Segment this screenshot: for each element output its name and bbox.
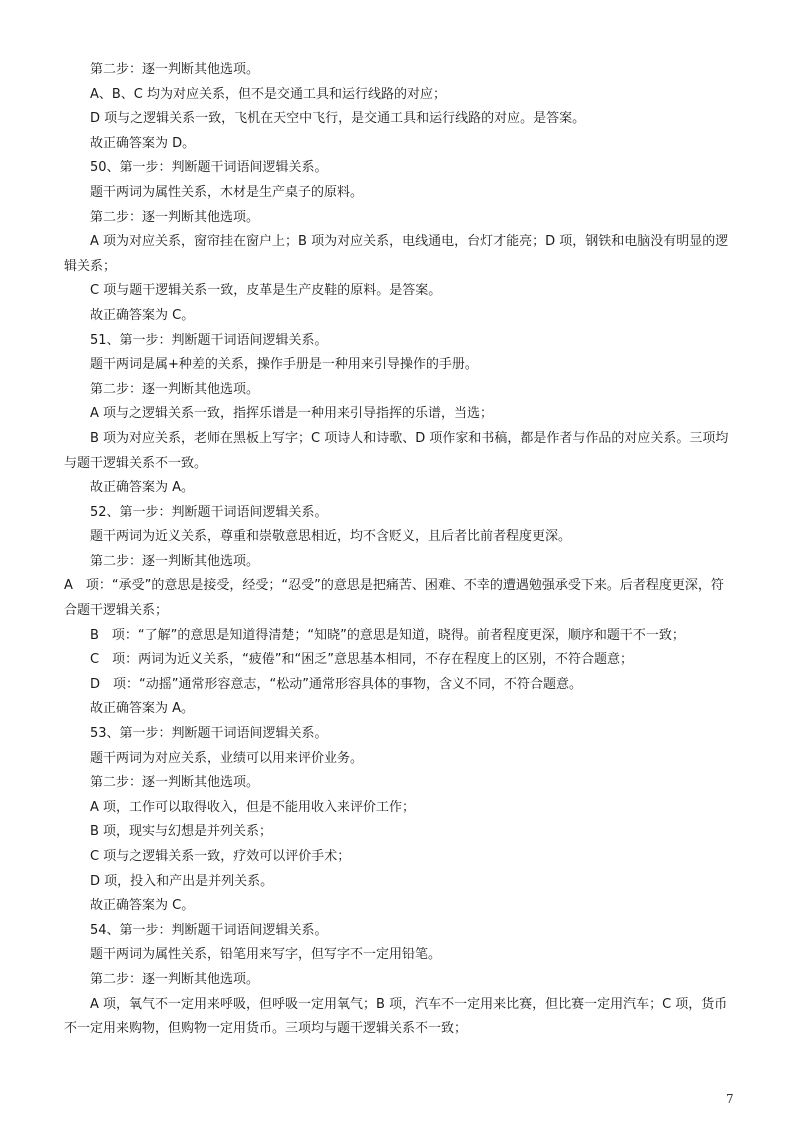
text-line: A、B、C 均为对应关系，但不是交通工具和运行线路的对应； [90, 86, 447, 102]
text-line: 第二步：逐一判断其他选项。 [90, 775, 260, 791]
text-line: C 项与之逻辑关系一致，疗效可以评价手术； [90, 849, 351, 864]
text-line: A 项与之逻辑关系一致，指挥乐谱是一种用来引导指挥的乐谱，当选； [90, 406, 494, 422]
text-line: B 项，现实与幻想是并列关系； [90, 824, 273, 840]
text-line: C 项与题干逻辑关系一致，皮革是生产皮鞋的原料。是答案。 [90, 283, 442, 299]
text-line: 52、第一步：判断题干词语间逻辑关系。 [90, 504, 328, 520]
text-paragraph: B 项为对应关系，老师在黑板上写字；C 项诗人和诗歌、D 项作家和书稿，都是作者与作品的对应关系。三项均与题干逻辑关系不一致。 [64, 430, 729, 471]
page-number: 7 [726, 1092, 734, 1106]
text-paragraph: A 项为对应关系，窗帘挂在窗户上；B 项为对应关系，电线通电，台灯才能亮；D 项，钢铁和电脑没有明显的逻辑关系； [64, 234, 729, 274]
text-line: 54、第一步：判断题干词语间逻辑关系。 [90, 922, 328, 938]
text-paragraph: A 项，氧气不一定用来呼吸，但呼吸一定用氧气；B 项，汽车不一定用来比赛，但比赛一定用汽车；C 项，货币不一定用来购物，但购物一定用货币。三项均与题干逻辑关系不一致； [64, 996, 728, 1037]
text-line: 第二步：逐一判断其他选项。 [90, 62, 260, 77]
text-line: 第二步：逐一判断其他选项。 [90, 553, 260, 569]
text-line: D 项与之逻辑关系一致，飞机在天空中飞行，是交通工具和运行线路的对应。是答案。 [90, 111, 586, 127]
text-line: 故正确答案为 C。 [90, 898, 195, 914]
text-line: 故正确答案为 A。 [90, 701, 195, 717]
text-line: 故正确答案为 C。 [90, 307, 195, 323]
text-line: 51、第一步：判断题干词语间逻辑关系。 [90, 332, 328, 348]
text-line: 题干两词为属性关系，木材是生产桌子的原料。 [90, 184, 364, 200]
text-line: 53、第一步：判断题干词语间逻辑关系。 [90, 726, 328, 742]
text-line: C 项：两词为近义关系，“疲倦”和“困乏”意思基本相同，不存在程度上的区别，不符合题意； [90, 652, 634, 668]
text-line: 第二步：逐一判断其他选项。 [90, 971, 260, 987]
text-line: D 项：“动摇”通常形容意志，“松动”通常形容具体的事物，含义不同，不符合题意。 [90, 676, 582, 692]
document-body [64, 58, 732, 1042]
text-line: D 项，投入和产出是并列关系。 [90, 873, 274, 889]
text-line: 题干两词为对应关系，业绩可以用来评价业务。 [90, 750, 364, 766]
text-line: 故正确答案为 A。 [90, 480, 195, 496]
text-line: 50、第一步：判断题干词语间逻辑关系。 [90, 160, 328, 176]
text-line: 题干两词是属+种差的关系，操作手册是一种用来引导操作的手册。 [90, 357, 478, 373]
text-line: 题干两词为近义关系，尊重和崇敬意思相近，均不含贬义，且后者比前者程度更深。 [90, 529, 572, 545]
text-paragraph: A 项：“承受”的意思是接受，经受；“忍受”的意思是把痛苦、困难、不幸的遭遇勉强承受下来。后者程度更深，符合题干逻辑关系； [64, 578, 724, 619]
text-line: A 项，工作可以取得收入，但是不能用收入来评价工作； [90, 799, 416, 815]
text-paragraph: B 项：“了解”的意思是知道得清楚；“知晓”的意思是知道，晓得。前者程度更深，顺序和题干不一致； [90, 627, 685, 643]
text-line: 题干两词为属性关系，铅笔用来写字，但写字不一定用铅笔。 [90, 947, 442, 963]
text-line: 第二步：逐一判断其他选项。 [90, 209, 260, 225]
text-line: 第二步：逐一判断其他选项。 [90, 381, 260, 397]
text-line: 故正确答案为 D。 [90, 135, 196, 151]
